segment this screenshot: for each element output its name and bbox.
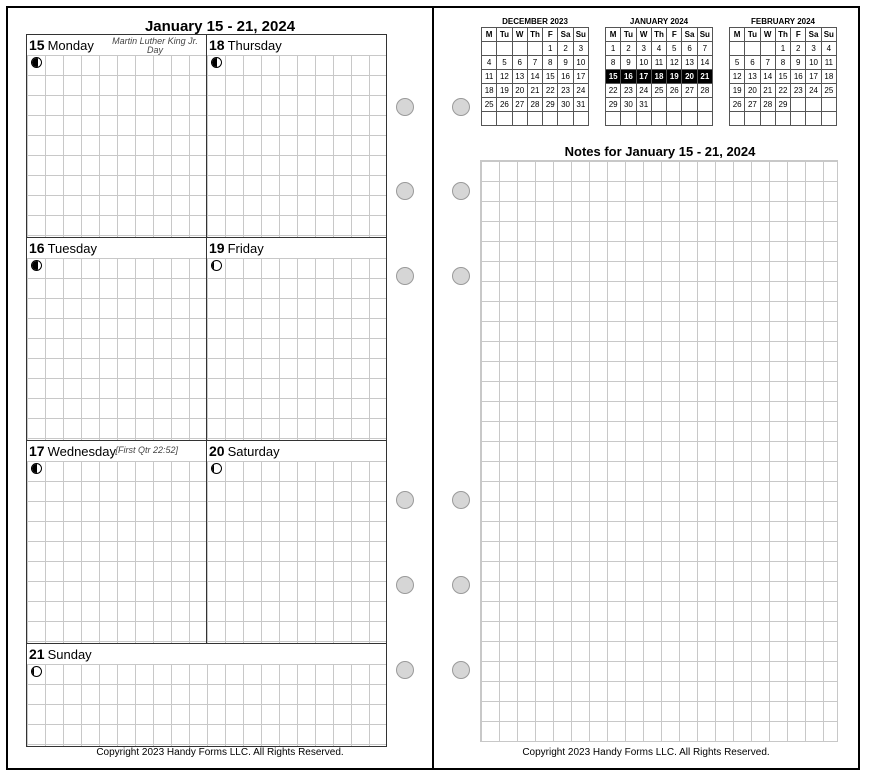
calendar-date — [682, 98, 697, 112]
calendar-date: 5 — [730, 56, 745, 70]
day-number: 16 — [29, 240, 45, 256]
binder-hole — [452, 182, 470, 200]
calendar-date: 16 — [621, 70, 636, 84]
weekday-label: Sa — [806, 28, 821, 42]
weekday-label: Tu — [497, 28, 512, 42]
calendar-date: 1 — [775, 42, 790, 56]
weekday-label: Th — [527, 28, 542, 42]
calendar-date: 8 — [606, 56, 621, 70]
calendar-date — [573, 112, 588, 126]
calendar-date: 12 — [497, 70, 512, 84]
calendar-date: 4 — [821, 42, 836, 56]
calendar-date: 20 — [682, 70, 697, 84]
left-copyright: Copyright 2023 Handy Forms LLC. All Rights Reserved. — [96, 747, 344, 758]
moon-phase-icon — [31, 57, 42, 68]
calendar-date: 29 — [775, 98, 790, 112]
calendar-date: 18 — [482, 84, 497, 98]
calendar-date: 10 — [573, 56, 588, 70]
calendar-date: 22 — [775, 84, 790, 98]
days-frame — [26, 34, 386, 746]
calendar-date — [760, 42, 775, 56]
day-header — [207, 441, 386, 461]
day-cell-saturday[interactable] — [206, 440, 387, 644]
calendar-date: 14 — [760, 70, 775, 84]
day-cell-wednesday[interactable] — [26, 440, 207, 644]
calendar-date: 14 — [697, 56, 712, 70]
weekday-label: Su — [573, 28, 588, 42]
day-number: 21 — [29, 646, 45, 662]
mini-calendar-title: DECEMBER 2023 — [502, 17, 568, 26]
day-number: 19 — [209, 240, 225, 256]
calendar-date — [821, 98, 836, 112]
moon-phase-note: [First Qtr 22:52] — [115, 445, 178, 455]
calendar-date: 17 — [573, 70, 588, 84]
calendar-date — [730, 112, 745, 126]
calendar-date: 22 — [543, 84, 558, 98]
day-number: 18 — [209, 37, 225, 53]
day-writing-grid[interactable] — [207, 258, 386, 440]
calendar-date: 11 — [821, 56, 836, 70]
calendar-date — [527, 112, 542, 126]
calendar-date: 14 — [527, 70, 542, 84]
calendar-date: 11 — [651, 56, 666, 70]
calendar-date — [558, 112, 573, 126]
mini-calendar — [729, 16, 837, 126]
calendar-date: 19 — [497, 84, 512, 98]
calendar-date — [497, 42, 512, 56]
calendar-date — [806, 98, 821, 112]
calendar-date: 13 — [512, 70, 527, 84]
calendar-date: 4 — [482, 56, 497, 70]
calendar-date — [682, 112, 697, 126]
day-cell-monday[interactable] — [26, 34, 207, 238]
calendar-date: 16 — [791, 70, 806, 84]
calendar-date — [636, 112, 651, 126]
day-header — [207, 35, 386, 55]
calendar-date — [821, 112, 836, 126]
moon-phase-icon — [31, 666, 42, 677]
calendar-date: 23 — [621, 84, 636, 98]
calendar-date: 20 — [512, 84, 527, 98]
right-copyright: Copyright 2023 Handy Forms LLC. All Rights Reserved. — [522, 747, 770, 758]
day-writing-grid[interactable] — [207, 55, 386, 237]
binder-hole — [396, 182, 414, 200]
calendar-date: 19 — [667, 70, 682, 84]
calendar-date: 28 — [760, 98, 775, 112]
binder-hole — [452, 661, 470, 679]
day-writing-grid[interactable] — [27, 55, 206, 237]
week-title: January 15 - 21, 2024 — [144, 18, 296, 35]
calendar-date: 17 — [806, 70, 821, 84]
binder-hole — [396, 98, 414, 116]
day-name: Sunday — [47, 647, 92, 662]
calendar-date — [730, 42, 745, 56]
calendar-date: 2 — [621, 42, 636, 56]
calendar-date: 24 — [636, 84, 651, 98]
calendar-date: 29 — [543, 98, 558, 112]
weekday-label: M — [482, 28, 497, 42]
calendar-date: 6 — [682, 42, 697, 56]
calendar-date — [791, 112, 806, 126]
calendar-date: 31 — [573, 98, 588, 112]
calendar-date — [606, 112, 621, 126]
calendar-date: 6 — [745, 56, 760, 70]
day-writing-grid[interactable] — [27, 461, 206, 643]
calendar-date: 2 — [558, 42, 573, 56]
calendar-date — [667, 112, 682, 126]
calendar-date — [482, 112, 497, 126]
calendar-date: 3 — [636, 42, 651, 56]
calendar-date — [697, 98, 712, 112]
binder-hole — [396, 576, 414, 594]
weekday-label: Th — [651, 28, 666, 42]
calendar-date: 20 — [745, 84, 760, 98]
calendar-date — [775, 112, 790, 126]
calendar-date — [760, 112, 775, 126]
calendar-date: 15 — [606, 70, 621, 84]
calendar-date: 23 — [558, 84, 573, 98]
weekday-label: F — [791, 28, 806, 42]
calendar-date — [791, 98, 806, 112]
calendar-date: 5 — [667, 42, 682, 56]
moon-phase-icon — [31, 260, 42, 271]
calendar-date — [621, 112, 636, 126]
calendar-date — [667, 98, 682, 112]
calendar-date: 12 — [667, 56, 682, 70]
calendar-date: 4 — [651, 42, 666, 56]
weekday-label: F — [543, 28, 558, 42]
weekday-label: M — [606, 28, 621, 42]
day-name: Wednesday — [47, 444, 116, 459]
calendar-date: 24 — [573, 84, 588, 98]
day-writing-grid[interactable] — [27, 664, 386, 746]
moon-phase-icon — [211, 260, 222, 271]
calendar-date: 31 — [636, 98, 651, 112]
binder-hole — [396, 661, 414, 679]
day-header — [207, 238, 386, 258]
day-cell-thursday[interactable] — [206, 34, 387, 238]
calendar-date: 3 — [806, 42, 821, 56]
day-number: 17 — [29, 443, 45, 459]
calendar-date — [806, 112, 821, 126]
calendar-date: 26 — [730, 98, 745, 112]
right-planner-page — [432, 6, 860, 770]
calendar-date: 30 — [621, 98, 636, 112]
calendar-date: 10 — [636, 56, 651, 70]
day-name: Thursday — [227, 38, 282, 53]
calendar-date: 27 — [682, 84, 697, 98]
day-writing-grid[interactable] — [27, 258, 206, 440]
binder-hole — [452, 576, 470, 594]
left-planner-page — [6, 6, 434, 770]
calendar-date: 7 — [697, 42, 712, 56]
weekday-label: Tu — [621, 28, 636, 42]
binder-hole — [452, 491, 470, 509]
calendar-date: 23 — [791, 84, 806, 98]
holiday-label: Martin Luther King Jr. Day — [112, 36, 198, 55]
day-writing-grid[interactable] — [207, 461, 386, 643]
calendar-date: 25 — [651, 84, 666, 98]
calendar-date: 26 — [497, 98, 512, 112]
calendar-date: 29 — [606, 98, 621, 112]
moon-phase-icon — [211, 463, 222, 474]
calendar-date: 21 — [527, 84, 542, 98]
weekday-label: Sa — [682, 28, 697, 42]
day-header — [27, 644, 386, 664]
mini-calendar-title: FEBRUARY 2024 — [750, 17, 816, 26]
day-name: Saturday — [227, 444, 280, 459]
day-cell-tuesday[interactable] — [26, 237, 207, 441]
calendar-date: 22 — [606, 84, 621, 98]
moon-phase-icon — [31, 463, 42, 474]
weekday-label: Sa — [558, 28, 573, 42]
day-number: 20 — [209, 443, 225, 459]
weekday-label: Tu — [745, 28, 760, 42]
notes-grid[interactable] — [480, 160, 838, 742]
calendar-date — [651, 98, 666, 112]
calendar-date: 27 — [745, 98, 760, 112]
calendar-date: 9 — [621, 56, 636, 70]
calendar-date: 25 — [821, 84, 836, 98]
calendar-date — [527, 42, 542, 56]
calendar-date: 25 — [482, 98, 497, 112]
day-number: 15 — [29, 37, 45, 53]
weekday-label: Th — [775, 28, 790, 42]
calendar-date: 1 — [543, 42, 558, 56]
day-cell-sunday[interactable] — [26, 643, 387, 747]
calendar-date: 9 — [791, 56, 806, 70]
calendar-date: 24 — [806, 84, 821, 98]
weekday-label: W — [512, 28, 527, 42]
binder-hole — [396, 491, 414, 509]
calendar-date — [497, 112, 512, 126]
calendar-date: 27 — [512, 98, 527, 112]
mini-calendar-title: JANUARY 2024 — [629, 17, 689, 26]
calendar-date — [697, 112, 712, 126]
calendar-date — [482, 42, 497, 56]
mini-calendar — [605, 16, 713, 126]
calendar-date: 10 — [806, 56, 821, 70]
calendar-date — [512, 42, 527, 56]
calendar-date: 28 — [527, 98, 542, 112]
calendar-date: 21 — [697, 70, 712, 84]
weekday-label: W — [760, 28, 775, 42]
weekday-label: Su — [821, 28, 836, 42]
notes-title: Notes for January 15 - 21, 2024 — [564, 144, 756, 159]
calendar-date: 11 — [482, 70, 497, 84]
calendar-date: 3 — [573, 42, 588, 56]
calendar-date: 28 — [697, 84, 712, 98]
calendar-date: 5 — [497, 56, 512, 70]
calendar-date: 2 — [791, 42, 806, 56]
calendar-date: 1 — [606, 42, 621, 56]
calendar-date: 15 — [543, 70, 558, 84]
calendar-date: 12 — [730, 70, 745, 84]
binder-hole — [396, 267, 414, 285]
calendar-date: 18 — [651, 70, 666, 84]
calendar-date: 6 — [512, 56, 527, 70]
day-cell-friday[interactable] — [206, 237, 387, 441]
calendar-date: 13 — [682, 56, 697, 70]
day-name: Friday — [227, 241, 264, 256]
day-name: Tuesday — [47, 241, 97, 256]
calendar-date: 17 — [636, 70, 651, 84]
weekday-label: M — [730, 28, 745, 42]
weekday-label: F — [667, 28, 682, 42]
binder-hole — [452, 267, 470, 285]
mini-calendar — [481, 16, 589, 126]
weekday-label: Su — [697, 28, 712, 42]
weekday-label: W — [636, 28, 651, 42]
moon-phase-icon — [211, 57, 222, 68]
calendar-date: 26 — [667, 84, 682, 98]
calendar-date: 19 — [730, 84, 745, 98]
calendar-date: 30 — [558, 98, 573, 112]
calendar-date — [745, 112, 760, 126]
calendar-date: 21 — [760, 84, 775, 98]
binder-hole — [452, 98, 470, 116]
calendar-date: 7 — [760, 56, 775, 70]
calendar-date: 8 — [543, 56, 558, 70]
day-header — [27, 238, 206, 258]
calendar-date — [512, 112, 527, 126]
day-name: Monday — [47, 38, 94, 53]
calendar-date: 9 — [558, 56, 573, 70]
calendar-date: 13 — [745, 70, 760, 84]
calendar-date: 16 — [558, 70, 573, 84]
calendar-date: 7 — [527, 56, 542, 70]
calendar-date: 18 — [821, 70, 836, 84]
calendar-date — [745, 42, 760, 56]
calendar-date — [543, 112, 558, 126]
calendar-date: 8 — [775, 56, 790, 70]
calendar-date: 15 — [775, 70, 790, 84]
calendar-date — [651, 112, 666, 126]
